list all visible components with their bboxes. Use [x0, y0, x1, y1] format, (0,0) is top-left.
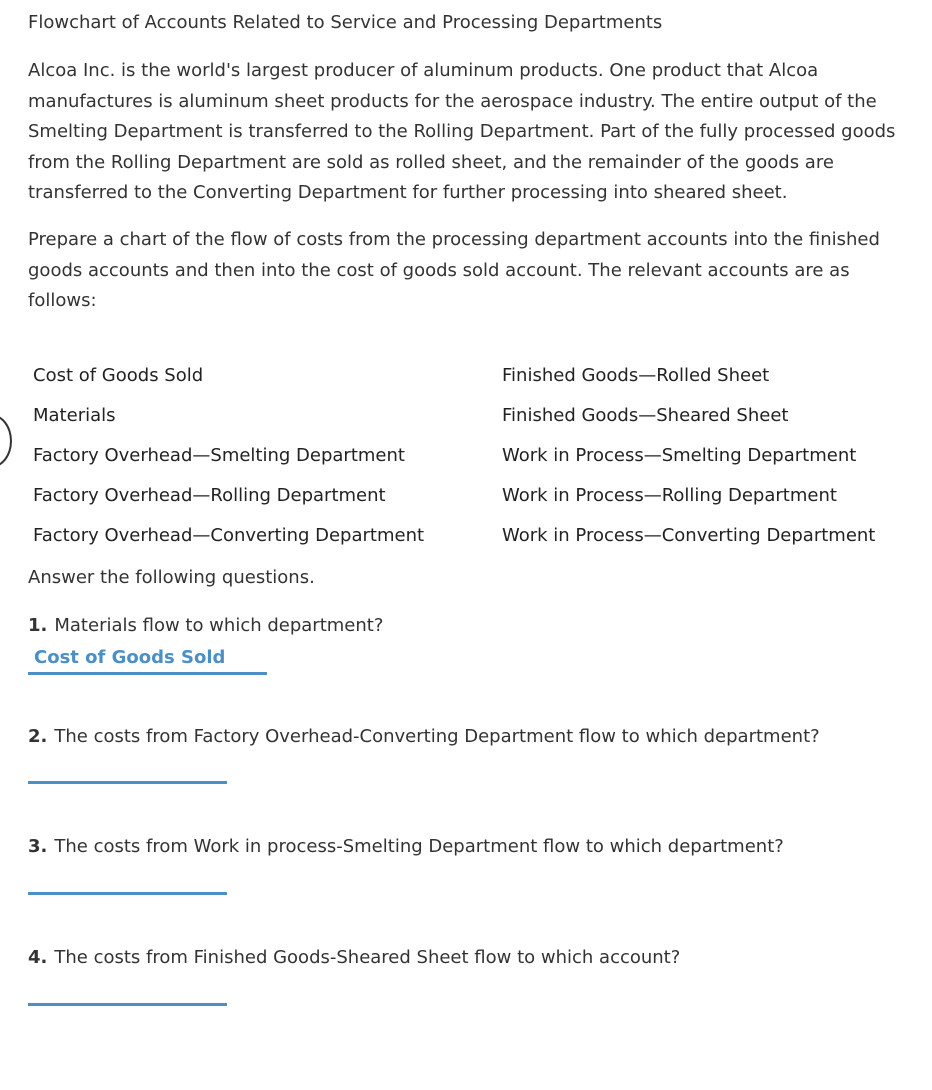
accounts-row	[33, 480, 913, 520]
accounts-row	[33, 360, 913, 400]
question-number: 3.	[28, 836, 48, 857]
accounts-list	[33, 360, 913, 560]
edge-decoration-arc	[0, 414, 12, 468]
accounts-row	[33, 440, 913, 480]
account-item: Work in Process—Rolling Department	[502, 485, 837, 506]
answer-dropdown-4[interactable]	[28, 976, 227, 1006]
question-4	[28, 946, 680, 970]
account-item: Work in Process—Smelting Department	[502, 445, 857, 466]
question-number: 1.	[28, 615, 48, 636]
accounts-row	[33, 400, 913, 440]
question-text: The costs from Work in process-Smelting Department flow to which department?	[54, 836, 784, 857]
question-1	[28, 614, 383, 638]
account-item: Factory Overhead—Rolling Department	[33, 485, 386, 506]
account-item: Factory Overhead—Smelting Department	[33, 445, 405, 466]
account-item: Materials	[33, 405, 116, 426]
instruction-paragraph: Prepare a chart of the flow of costs from the processing department accounts into the finished goods accounts and then into the cost of goods sold account. The relevant accounts are as follows:	[28, 229, 880, 311]
account-item: Work in Process—Converting Department	[502, 525, 876, 546]
account-item: Factory Overhead—Converting Department	[33, 525, 425, 546]
account-item: Finished Goods—Rolled Sheet	[502, 365, 770, 386]
question-number: 2.	[28, 726, 48, 747]
question-2	[28, 725, 820, 749]
accounts-row	[33, 520, 913, 560]
page-title: Flowchart of Accounts Related to Service and Processing Departments	[28, 12, 663, 33]
account-item: Cost of Goods Sold	[33, 365, 204, 386]
answer-dropdown-1[interactable]	[28, 645, 267, 675]
question-text: Materials flow to which department?	[54, 615, 384, 636]
question-text: The costs from Factory Overhead-Converting Department flow to which department?	[54, 726, 820, 747]
answer-dropdown-2[interactable]	[28, 754, 227, 784]
intro-paragraph: Alcoa Inc. is the world's largest producer of aluminum products. One product that Alcoa manufactures is aluminum sheet products for the aerospace industry. The entire output of the Smelting Department is transferred to the Rolling Department. Part of the fully processed goods from the Rolling Department are sold as rolled sheet, and the remainder of the goods are transferred to the Converting Department for further processing into sheared sheet.	[28, 60, 896, 203]
question-number: 4.	[28, 947, 48, 968]
answer-selected-value: Cost of Goods Sold	[34, 647, 226, 668]
account-item: Finished Goods—Sheared Sheet	[502, 405, 789, 426]
answer-dropdown-3[interactable]	[28, 865, 227, 895]
question-text: The costs from Finished Goods-Sheared Sheet flow to which account?	[54, 947, 681, 968]
answer-instructions: Answer the following questions.	[28, 567, 315, 588]
question-3	[28, 835, 784, 859]
